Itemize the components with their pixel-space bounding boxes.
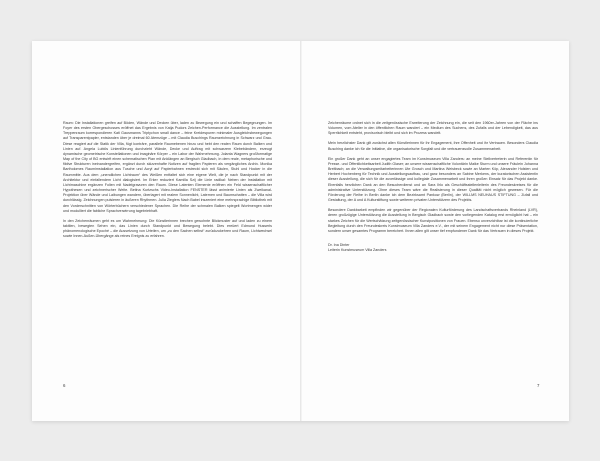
right-page [301,41,569,421]
right-paragraph-2: Mein herzlichster Dank gilt zunächst allen Künstlerinnen für ihr Engagement, ihre Offenheit und ihr Vertrauen. Besonders Claudia Busching danke ich für die Initiative, die organisatorische Sorgfalt und die vertrauensvolle Zusammenarbeit. [328,141,538,151]
signature-name: Dr. Ina Dinter [328,242,350,247]
left-paragraph-1: Raum: Die Installationen greifen auf Böden, Wände und Decken über, laden zu Bewegung ein und schaffen Begegnungen. Im Foyer des ersten Obergeschosses eröffnet das Ergebnis von Katja Pudors Zeichen-Performance die Ausstellung. Im zentralen Treppenraum korrespondieren Kati Gausmanns Triptychon small dance – feine Kreidespuren minimaler Ausgleichsbewegungen auf Transparentpapier, entstanden über je dreimal 60 Atemzüge – mit Claudia Buschings Raumzeichnung in Schwarz und Grau. Diese reagiert auf die Statik der Villa, fügt konträre, parallele Raumebenen hinzu und hebt den realen Raum durch Balken und Linien auf. Angela Lubičs Linienführung durchzieht Wände, Decke und Auftrag mit schwarzem Klebebändern, erzeugt dynamische geometrische Konstellationen und imaginäre Körper – ein Labor der Wahrnehmung. Jolanta Wagners großformatige Map of the City of BG entwirft einen schematischen Plan mit Anklängen an Bergisch Gladbach, in dem reale, metaphorische und fiktive Strukturen ineinandergreifen, ergänzt durch skizzenhafte Notizen auf fragilen Papieren als vergängliches Archiv. Monika Bartholomes Raumimstallation aus Tusche und Acryl auf Papierbahnen erstreckt sich mit Säulen, Stuhl und Hocker in die Raummitte. Aus dem „unendlichen Lichtraum“ des Weißen entfaltet sich eine eigene Welt, die je nach Standpunkt mit der Architektur und einfallendem Licht dialogisiert. Im Erker reduziert Kamilla Szij die Linie radikal: Neben der Installation mit Lichtmaschine ergänzen Folien mit Nadelgravuren den Raum. Diese Latenten Elemente eröffnen ein Feld wissenschaftlicher Hypothesen und zeichnerischer Weite. Betina Kurtzschs Video-Installation FENSTER lässt animierte Linien als Zweikanal-Projektion über Wände und Laibungen wandern, überlagert mit realem Sonnenlicht, Laternen und Baumschatten – die Villa wird durchlässig. Zeichnungen pulsieren in äußeren Rhythmen. Julia Zieglers Nach Babel inszeniert eine mehrsprachige Bibliothek mit den Vorderschnitten von Wörterbüchern verschiedener Sprachen. Die Reihe der schmalen Balken spiegelt Wortmengen wider und modulliert die fabliche Sprachverwirrung tagebriebhaft. [63,121,272,213]
right-paragraph-4: Besondere Dankbarkeit empfinden wir gegenüber der Regionalen Kulturförderung des Landschaftsverbands Rheinland (LVR), deren großzügige Unterstützung die Ausstellung in Bergisch Gladbach sowie den vorliegenden Katalog erst ermöglicht hat – ein starkes Zeichen für die Wertschätzung zeitgenössischer Kunstpositionen von Frauen. Ebenso unverzichtbar ist die kontinuierliche Begleitung durch den Freundeskreis Kunstmuseum Villa Zanders e.V., der mit seinem Engagement nicht nur diese Präsentation, sondern unser gesamtes Programm bereichert. Ihnen allen gilt unser tief empfundener Dank für das Vertrauen in dieses Projekt. [328,208,538,233]
right-paragraph-3: Ein großer Dank geht an unser engagiertes Team im Kunstmuseum Villa Zanders: an meine Stellvertreterin und Referentin für Presse- und Öffentlichkeitsarbeit Judith Glaser; an unsere wissenschaftliche Volontärin Maike Sturm und unsere Fräulein Johanna Breitbach; an die Verwaltungsmitarbeiterinnen Ute Grosch und Martina Weisbeck sowie an Marten Köp, Alexander Holsten und Herbert Hochenberg für Technik und Ausstellungsaufbau, und ganz besonders an Sabine Merkens, der kuratorischen Assistentin dieser Ausstellung, die sich für die zuverlässige und kollegiale Zusammenarbeit und ihren großen Einsatz für das Projekt danke. Ebenfalls herzlichen Dank an den Besucherdienst und an Sara Ihlo als Geschäftsstellenleiterin des Freundeskreises für die administrative Unterstützung. Ohne dieses Team wäre die Realisierung in dieser Qualität nicht möglich gewesen. Für die Förderung der Reihe in Berlin danke ich dem Bezirksamt Pankow (Berlin), der WILLMS NEUHAUS STIFTUNG – Zufall und Gestaltung, der A und A Kulturstiftung sowie weiteren privaten Unterstützern des Projekts. [328,156,538,203]
signature-block [328,243,538,253]
left-paragraph-2: In den Zeichenräumen geht es um Wahrnehmung: Die Künstlerinnen brechen gewohnte Blickmuster auf und laden zu einem taktilen, bewegten Sehen ein, das Linien durch Standpunkt und Bewegung belebt. Dies ereüert Edmund Husserls phänomenologische Epoché – die Aussetzung von Urteilen, um „zu den Sachen selbst“ zurückzukehren und Raum, Lichtwechsel sowie Innen-Außen-Übergänge als reines Ereignis zu erfahren. [63,218,272,239]
right-text-column [328,121,538,253]
right-paragraph-1: Zeichenräume ordnet sich in die zeitgenössische Erweiterung der Zeichnung ein, die seit den 1960er-Jahren von der Fläche ins Volumen, vom Atelier in den öffentlichen Raum wandert – ein Medium des Suchens, des Zufalls und der Lebendigkeit, das aus Sperrlichkeit entsteht, provisorisch bleibt und sich im Prozess wandelt. [328,121,538,136]
signature-role: Leiterin Kunstmuseum Villa Zanders [328,248,387,253]
right-page-number: 7 [537,383,540,388]
left-page-number: 6 [63,383,66,388]
book-spread [32,41,569,421]
left-text-column [63,121,272,239]
left-page [32,41,300,421]
